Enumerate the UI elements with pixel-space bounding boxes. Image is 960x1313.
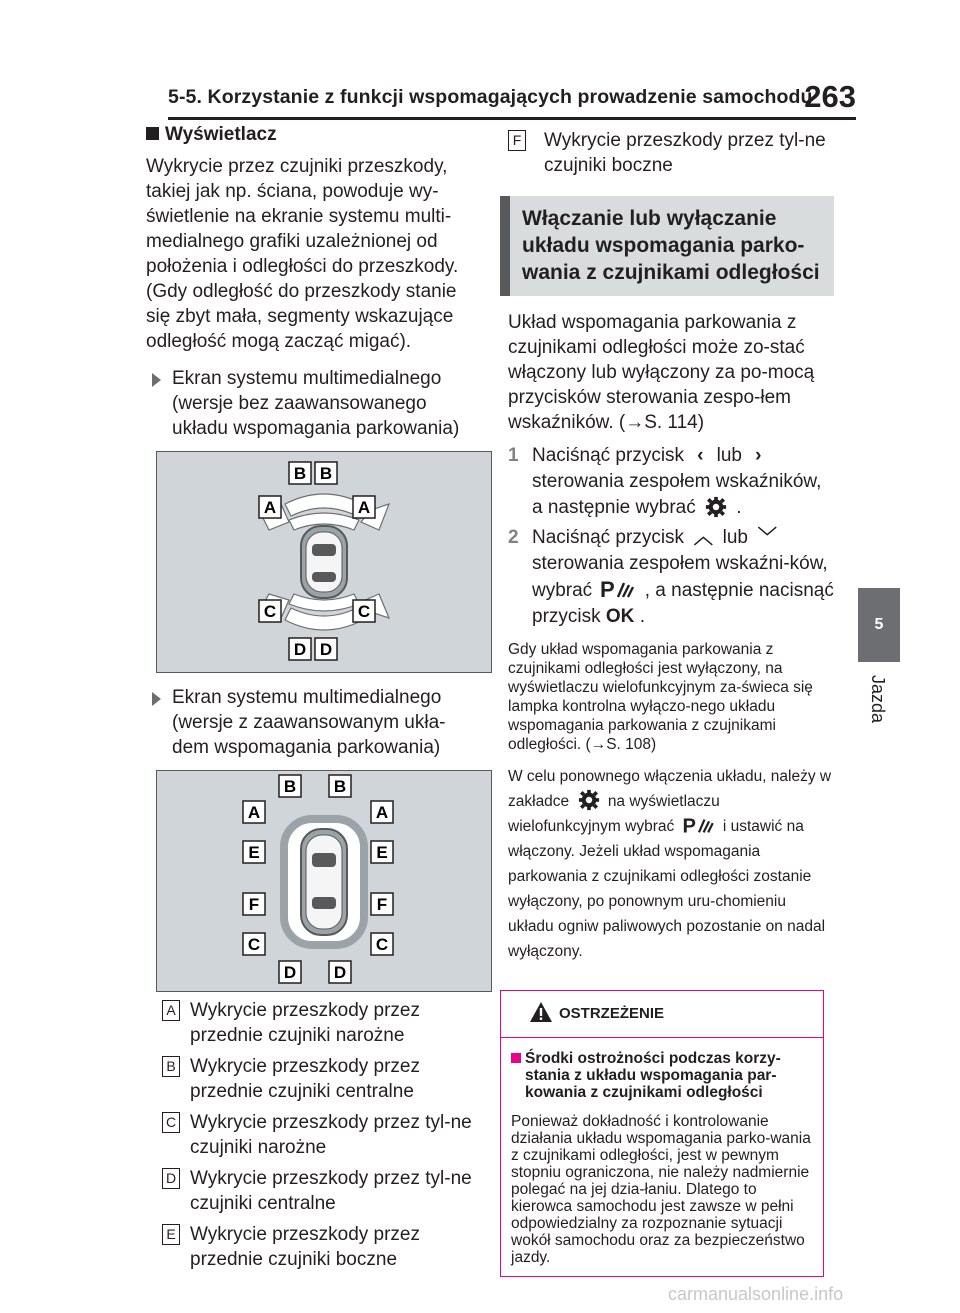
label-f-left: F [248, 895, 260, 914]
chapter-label: Jazda [868, 675, 888, 724]
section-title: 5-5. Korzystanie z funkcji wspomagających prowadzenie samochodu [168, 86, 813, 108]
left-column [146, 124, 482, 1272]
note-off: Gdy układ wspomagania parkowania z czujnikami odległości jest wyłączony, na wyświetlaczu wielofunkcyjnym za-świeca się lampka kontrolna wyłączo-nego układu wspomagania parkowania z czujnikami odległości. (→S. 108) [508, 641, 813, 753]
section-intro: Układ wspomagania parkowania z czujnikami odległości może zo-stać włączony lub wyłączony za po-mocą przycisków sterowania zespo-łem wskaźników. (→S. 114) [508, 312, 815, 433]
diagram-advanced [156, 770, 492, 992]
svg-text:P: P [600, 577, 616, 601]
label-a-left: A [263, 498, 277, 517]
label-d-left: D [293, 640, 307, 659]
legend-f: F Wykrycie przeszkody przez tyl-ne czujniki boczne [508, 128, 834, 178]
label-c-left: C [263, 602, 277, 621]
svg-text:P: P [682, 815, 696, 836]
legend-b: B Wykrycie przeszkody przez przednie czujniki centralne [146, 1054, 482, 1104]
legend-e: E Wykrycie przeszkody przez przednie czujniki boczne [146, 1222, 482, 1272]
parking-sensor-icon [600, 577, 636, 601]
ok-icon: OK [605, 606, 635, 627]
display-intro: Wykrycie przez czujniki przeszkody, takiej jak np. ściana, powoduje wy-świetlenie na ekranie systemu multi-medialnego grafiki uzależnionej od położenia i odległości do przeszkody. (Gdy odległość do przeszkody stanie się zbyt mała, segmenty wskazujące odległość mogą zacząć migać). [146, 156, 459, 352]
label-c-right: C [375, 935, 389, 954]
warning-subtitle: Środki ostrożności podczas korzy-stania z układu wspomagania par-kowania z czujnikami odległości [511, 1050, 813, 1101]
bullet-no-advanced: Ekran systemu multimedialnego (wersje bez zaawansowanego układu wspomagania parkowania) [146, 366, 482, 441]
warning-box [500, 990, 824, 1277]
warning-header [501, 991, 823, 1038]
warning-title: OSTRZEŻENIE [559, 1005, 665, 1022]
label-e-right: E [376, 843, 388, 862]
chevron-down-icon: ﹀ [757, 527, 777, 548]
label-b-left: B [293, 464, 307, 483]
label-c-left: C [247, 935, 261, 954]
display-heading: Wyświetlacz [146, 124, 482, 146]
label-a-right: A [375, 803, 389, 822]
right-column [508, 128, 834, 1277]
watermark: carmanualsonline.info [668, 1284, 844, 1304]
label-a-left: A [247, 803, 261, 822]
parking-sensor-icon [682, 814, 716, 836]
chapter-tab: 5 [858, 588, 900, 662]
label-a-right: A [357, 498, 371, 517]
diagram-standard [156, 451, 492, 673]
label-c-right: C [357, 602, 371, 621]
legend-c: C Wykrycie przeszkody przez tyl-ne czujniki narożne [146, 1110, 482, 1160]
note-reenable: W celu ponownego włączenia układu, należy w zakładce na wyświetlaczu wielofunkcyjnym wybrać P i ustawić na włączony. Jeżeli układ wspomagania parkowania z czujnikami odległości zostanie wyłączony, po ponownym uru-chomieniu układu ogniw paliwowych pozostanie on nadal wyłączony. [508, 768, 832, 960]
legend-d: D Wykrycie przeszkody przez tyl-ne czujniki centralne [146, 1166, 482, 1216]
legend-a: A Wykrycie przeszkody przez przednie czujniki narożne [146, 998, 482, 1048]
header-rule [168, 117, 856, 120]
label-d-left: D [283, 963, 297, 982]
label-b-left: B [283, 777, 297, 796]
section-heading-box: Włączanie lub wyłączanie układu wspomagania parko-wania z czujnikami odległości [500, 196, 834, 296]
page-number: 263 [804, 79, 856, 114]
chevron-up-icon: ︿ [693, 527, 713, 548]
label-d-right: D [333, 963, 347, 982]
bullet-advanced: Ekran systemu multimedialnego (wersje z zaawansowanym ukła-dem wspomagania parkowania) [146, 685, 482, 760]
label-b-right: B [319, 464, 333, 483]
label-f-right: F [376, 895, 388, 914]
chevron-left-icon: ‹ [697, 445, 704, 466]
warning-triangle-icon [529, 1001, 553, 1023]
warning-text: Ponieważ dokładność i kontrolowanie działania układu wspomagania parko-wania z czujnikami odległości, jest w pewnym stopniu ograniczona, nie należy nadmiernie polegać na jej dzia-łaniu. Dlatego to kierowca samochodu jest zawsze w pełni odpowiedzialny za rozpoznanie sytuacji wokół samochodu oraz za bezpieczeństwo jazdy. [511, 1113, 811, 1266]
step-1: 1 Naciśnąć przycisk ‹ lub › sterowania zespołem wskaźników, a następnie wybrać . [508, 445, 822, 518]
step-2: 2 Naciśnąć przycisk ︿ lub ﹀ sterowania zespołem wskaźni-ków, wybrać P , a następnie nacisnąć przycisk OK . [508, 527, 834, 627]
chevron-right-icon: › [755, 445, 762, 466]
gear-icon [578, 789, 600, 811]
page-header [168, 79, 856, 118]
gear-icon [705, 496, 727, 518]
label-b-right: B [333, 777, 347, 796]
label-d-right: D [319, 640, 333, 659]
label-e-left: E [248, 843, 260, 862]
